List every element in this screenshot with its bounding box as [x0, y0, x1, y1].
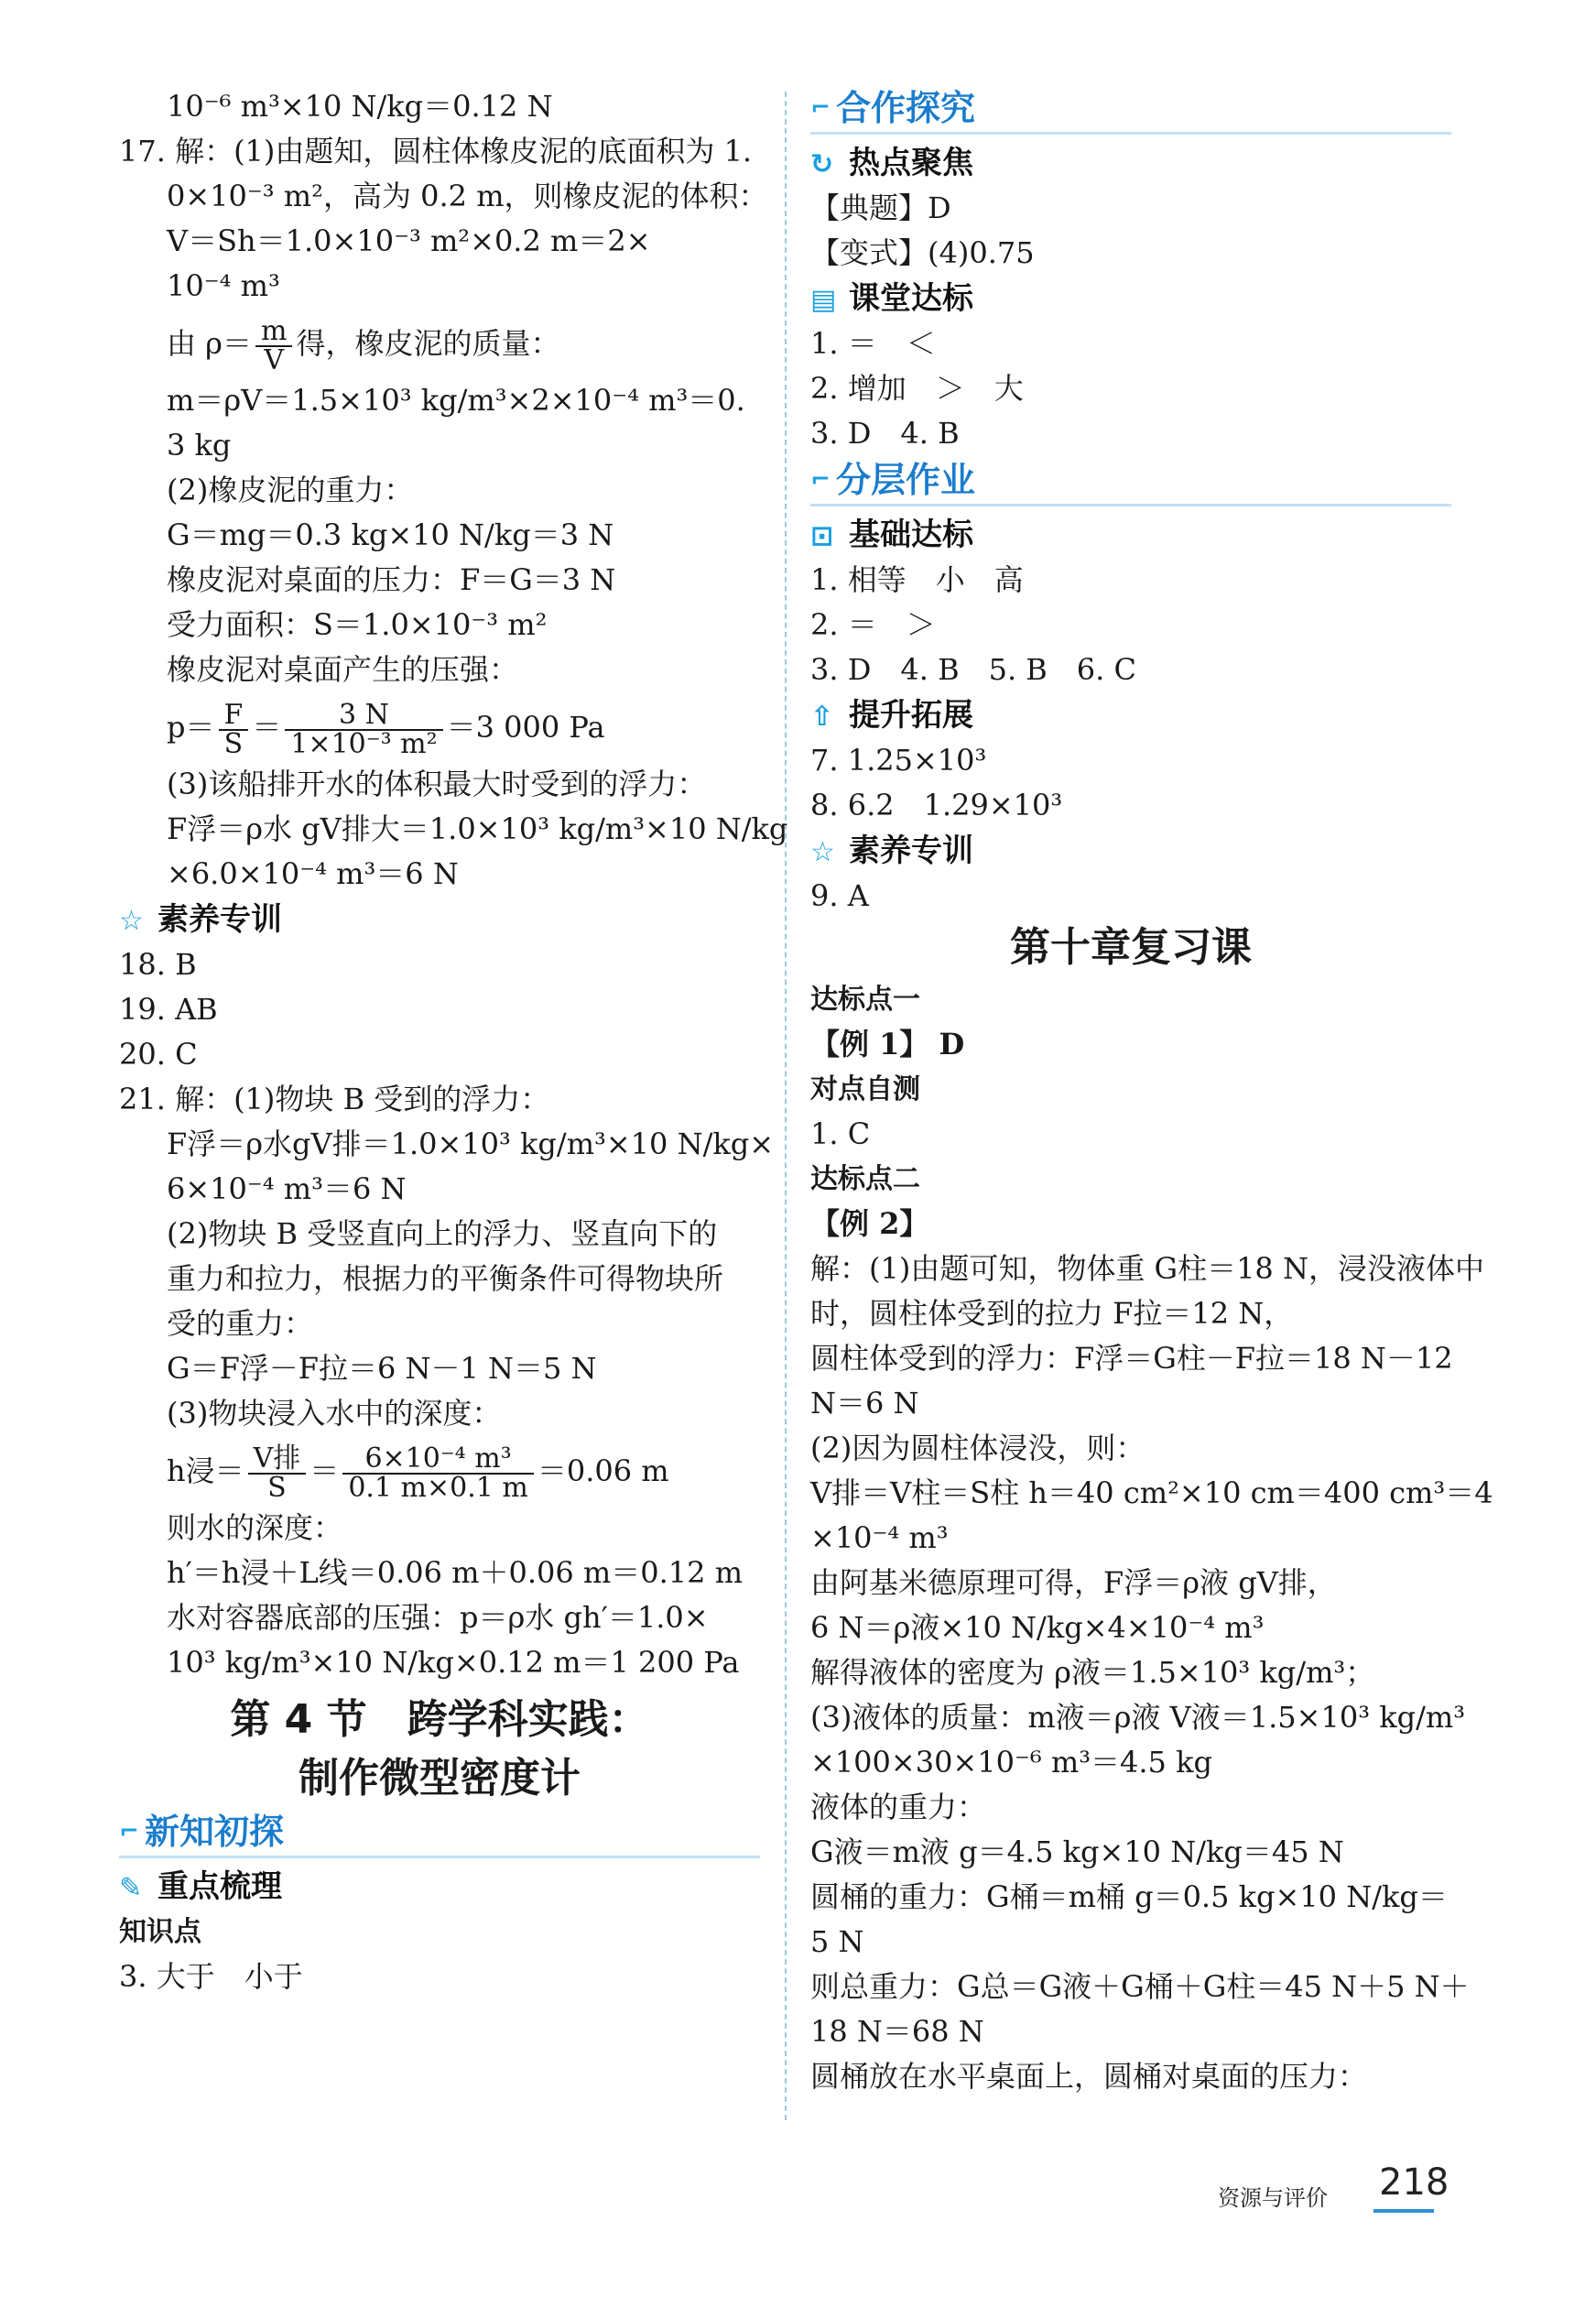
- knowledge-point-label: 知识点: [119, 1916, 201, 1948]
- subheading-label: 提升拓展: [849, 697, 973, 734]
- problem-17-line: 17. 解：(1)由题知，圆柱体橡皮泥的底面积为 1.: [119, 134, 753, 169]
- text-line: 6 N＝ρ液×10 N/kg×4×10⁻⁴ m³: [810, 1610, 1265, 1645]
- text-line: (3)该船排开水的体积最大时受到的浮力：: [167, 767, 707, 801]
- pen-icon: ✎: [119, 1872, 143, 1904]
- denominator: 1×10⁻³ m²: [290, 727, 438, 760]
- numerator: F: [219, 702, 249, 731]
- text-line: F浮＝ρ水gV排＝1.0×10³ kg/m³×10 N/kg×: [167, 1127, 775, 1161]
- formula-prefix: 由 ρ＝: [167, 326, 252, 361]
- subheading-label: 基础达标: [849, 517, 973, 553]
- target-point-2: 达标点二: [810, 1163, 920, 1195]
- text-line: 圆桶放在水平桌面上，圆桶对桌面的压力：: [810, 2059, 1368, 2094]
- target-point-1: 达标点一: [810, 984, 920, 1016]
- answer-line: 2. ＝ ＞: [810, 607, 936, 642]
- text-line: 3 kg: [167, 428, 232, 463]
- chapter-title: 第十章复习课: [1010, 924, 1252, 971]
- answer-line: 3. D 4. B 5. B 6. C: [810, 652, 1136, 687]
- text-line: 10⁻⁴ m³: [167, 268, 280, 303]
- example-1: 【例 1】 D: [810, 1027, 965, 1061]
- text-line: h′＝h浸＋L线＝0.06 m＋0.06 m＝0.12 m: [167, 1555, 744, 1590]
- fraction: [342, 1442, 534, 1504]
- text-line: m＝ρV＝1.5×10³ kg/m³×2×10⁻⁴ m³＝0.: [167, 383, 745, 418]
- page-number: 218: [1379, 2161, 1449, 2204]
- text-line: V排＝V柱＝S柱 h＝40 cm²×10 cm＝400 cm³＝4: [810, 1475, 1493, 1510]
- text-line: 【变式】(4)0.75: [810, 235, 1035, 270]
- subheading-tisheng: [810, 692, 1451, 738]
- left-column: [119, 84, 788, 1999]
- fraction: [255, 314, 292, 376]
- subheading-label: 重点梳理: [157, 1868, 282, 1905]
- section-label: 新知初探: [145, 1812, 285, 1852]
- density-formula: [119, 309, 760, 378]
- subheading-jichu: [810, 512, 1451, 558]
- answer-line: 20. C: [119, 1037, 198, 1072]
- text-line: (2)物块 B 受竖直向上的浮力、竖直向下的: [167, 1216, 718, 1251]
- text-line: 圆柱体受到的浮力：F浮＝G柱－F拉＝18 N－12: [810, 1341, 1453, 1376]
- page-number-underline: [1373, 2209, 1434, 2213]
- text-line: 解得液体的密度为 ρ液＝1.5×10³ kg/m³；: [810, 1655, 1375, 1690]
- answer-line: 2. 增加 ＞ 大: [810, 371, 1024, 406]
- bookmark-icon: ⌐: [810, 94, 831, 122]
- text-line: 水对容器底部的压强：p＝ρ水 gh′＝1.0×: [167, 1600, 709, 1635]
- footer-label: 资源与评价: [1218, 2185, 1328, 2211]
- text-line: 0×10⁻³ m²，高为 0.2 m，则橡皮泥的体积：: [167, 179, 768, 213]
- answer-line: 8. 6.2 1.29×10³: [810, 788, 1063, 822]
- text-line: V＝Sh＝1.0×10⁻³ m²×0.2 m＝2×: [167, 223, 651, 258]
- text-line: (3)物块浸入水中的深度：: [167, 1396, 502, 1431]
- text-line: 10³ kg/m³×10 N/kg×0.12 m＝1 200 Pa: [167, 1645, 740, 1680]
- text-line: ×6.0×10⁻⁴ m³＝6 N: [167, 856, 459, 891]
- text-line: (3)液体的质量：m液＝ρ液 V液＝1.5×10³ kg/m³: [810, 1700, 1466, 1735]
- fraction: [219, 698, 249, 760]
- subheading-suyang: [119, 897, 760, 942]
- text-line: 解：(1)由题可知，物体重 G柱＝18 N，浸没液体中: [810, 1251, 1484, 1286]
- text-line: 则水的深度：: [167, 1510, 343, 1545]
- answer-line: 1. 相等 小 高: [810, 562, 1024, 597]
- text-line: 6×10⁻⁴ m³＝6 N: [167, 1171, 407, 1206]
- subheading-ketang: [810, 276, 1451, 321]
- text-line: 受力面积：S＝1.0×10⁻³ m²: [167, 607, 548, 642]
- formula-prefix: h浸＝: [167, 1453, 244, 1488]
- text-line: 由阿基米德原理可得，F浮＝ρ液 gV排，: [810, 1565, 1337, 1600]
- lock-icon: ⊡: [810, 520, 834, 552]
- subheading-label: 热点聚焦: [849, 145, 973, 181]
- denominator: S: [223, 727, 244, 760]
- text-line: 橡皮泥对桌面的压力：F＝G＝3 N: [167, 562, 616, 597]
- text-line: 5 N: [810, 1924, 864, 1959]
- answer-line: 3. D 4. B: [810, 416, 960, 451]
- star-icon: ☆: [119, 905, 144, 937]
- text-line: 时，圆柱体受到的拉力 F拉＝12 N，: [810, 1296, 1294, 1331]
- answer-line: 1. ＝ ＜: [810, 326, 936, 361]
- section-label: 合作探究: [836, 88, 976, 128]
- text-line: 18 N＝68 N: [810, 2014, 984, 2049]
- section-hezuo: [810, 84, 1451, 135]
- numerator: V排: [248, 1445, 307, 1475]
- text-line: 重力和拉力，根据力的平衡条件可得物块所: [167, 1261, 724, 1296]
- answer-line: 3. 大于 小于: [119, 1959, 303, 1994]
- bookmark-icon: ⌐: [119, 1818, 139, 1845]
- subheading-label: 课堂达标: [849, 280, 973, 317]
- problem-21-line: 21. 解：(1)物块 B 受到的浮力：: [119, 1082, 550, 1116]
- answer-line: 1. C: [810, 1116, 871, 1151]
- text-line: G＝F浮－F拉＝6 N－1 N＝5 N: [167, 1351, 597, 1386]
- pressure-formula: [119, 692, 760, 762]
- formula-prefix: p＝: [167, 710, 215, 745]
- depth-formula: [119, 1436, 760, 1506]
- text-line: 【典题】D: [810, 191, 951, 225]
- section-4-title: 第 4 节 跨学科实践：: [230, 1696, 649, 1743]
- arrow-up-icon: ⇧: [810, 701, 834, 733]
- flame-icon: ↻: [810, 148, 834, 180]
- self-test-label: 对点自测: [810, 1073, 920, 1105]
- subheading-suyang: [810, 828, 1451, 874]
- numerator: 6×10⁻⁴ m³: [342, 1445, 534, 1475]
- text-line: N＝6 N: [810, 1386, 919, 1421]
- right-column: [810, 84, 1493, 2099]
- fraction: [285, 698, 442, 760]
- formula-mid: ＝: [252, 710, 282, 745]
- section-4-subtitle: 制作微型密度计: [299, 1755, 581, 1802]
- fraction: [248, 1442, 307, 1504]
- section-xinzhi: [119, 1808, 760, 1858]
- subheading-zhongdian: [119, 1864, 760, 1910]
- denominator: S: [267, 1471, 287, 1504]
- denominator: V: [264, 343, 285, 376]
- text-line: 橡皮泥对桌面产生的压强：: [167, 652, 519, 687]
- text-line: ×100×30×10⁻⁶ m³＝4.5 kg: [810, 1745, 1212, 1780]
- formula-suffix: 得，橡皮泥的质量：: [296, 326, 560, 361]
- text-line: ×10⁻⁴ m³: [810, 1520, 949, 1555]
- formula-mid: ＝: [309, 1453, 340, 1488]
- denominator: 0.1 m×0.1 m: [348, 1471, 528, 1504]
- column-divider: [785, 92, 787, 2120]
- star-icon: ☆: [810, 836, 835, 868]
- text-line: 10⁻⁶ m³×10 N/kg＝0.12 N: [167, 89, 553, 124]
- text-line: 则总重力：G总＝G液＋G桶＋G柱＝45 N＋5 N＋: [810, 1969, 1470, 2004]
- answer-line: 9. A: [810, 878, 869, 913]
- text-line: G液＝m液 g＝4.5 kg×10 N/kg＝45 N: [810, 1834, 1344, 1869]
- bookmark-icon: ⌐: [810, 466, 831, 494]
- book-icon: ▤: [810, 284, 837, 316]
- subheading-label: 素养专训: [849, 833, 973, 869]
- text-line: (2)橡皮泥的重力：: [167, 473, 414, 507]
- example-2: 【例 2】: [810, 1206, 929, 1241]
- answer-line: 19. AB: [119, 992, 218, 1027]
- answer-line: 7. 1.25×10³: [810, 743, 987, 778]
- answer-line: 18. B: [119, 947, 197, 982]
- text-line: G＝mg＝0.3 kg×10 N/kg＝3 N: [167, 517, 614, 552]
- numerator: 3 N: [285, 702, 442, 731]
- section-label: 分层作业: [836, 460, 976, 500]
- subheading-redian: [810, 140, 1451, 186]
- text-line: 受的重力：: [167, 1306, 314, 1341]
- subheading-label: 素养专训: [157, 901, 282, 938]
- formula-suffix: ＝3 000 Pa: [446, 710, 605, 745]
- text-line: (2)因为圆柱体浸没，则：: [810, 1431, 1145, 1465]
- section-fenceng: [810, 456, 1451, 506]
- formula-suffix: ＝0.06 m: [537, 1453, 669, 1488]
- text-line: 液体的重力：: [810, 1790, 987, 1824]
- text-line: 圆桶的重力：G桶＝m桶 g＝0.5 kg×10 N/kg＝: [810, 1879, 1448, 1914]
- text-line: F浮＝ρ水 gV排大＝1.0×10³ kg/m³×10 N/kg: [167, 811, 788, 846]
- numerator: m: [255, 318, 292, 347]
